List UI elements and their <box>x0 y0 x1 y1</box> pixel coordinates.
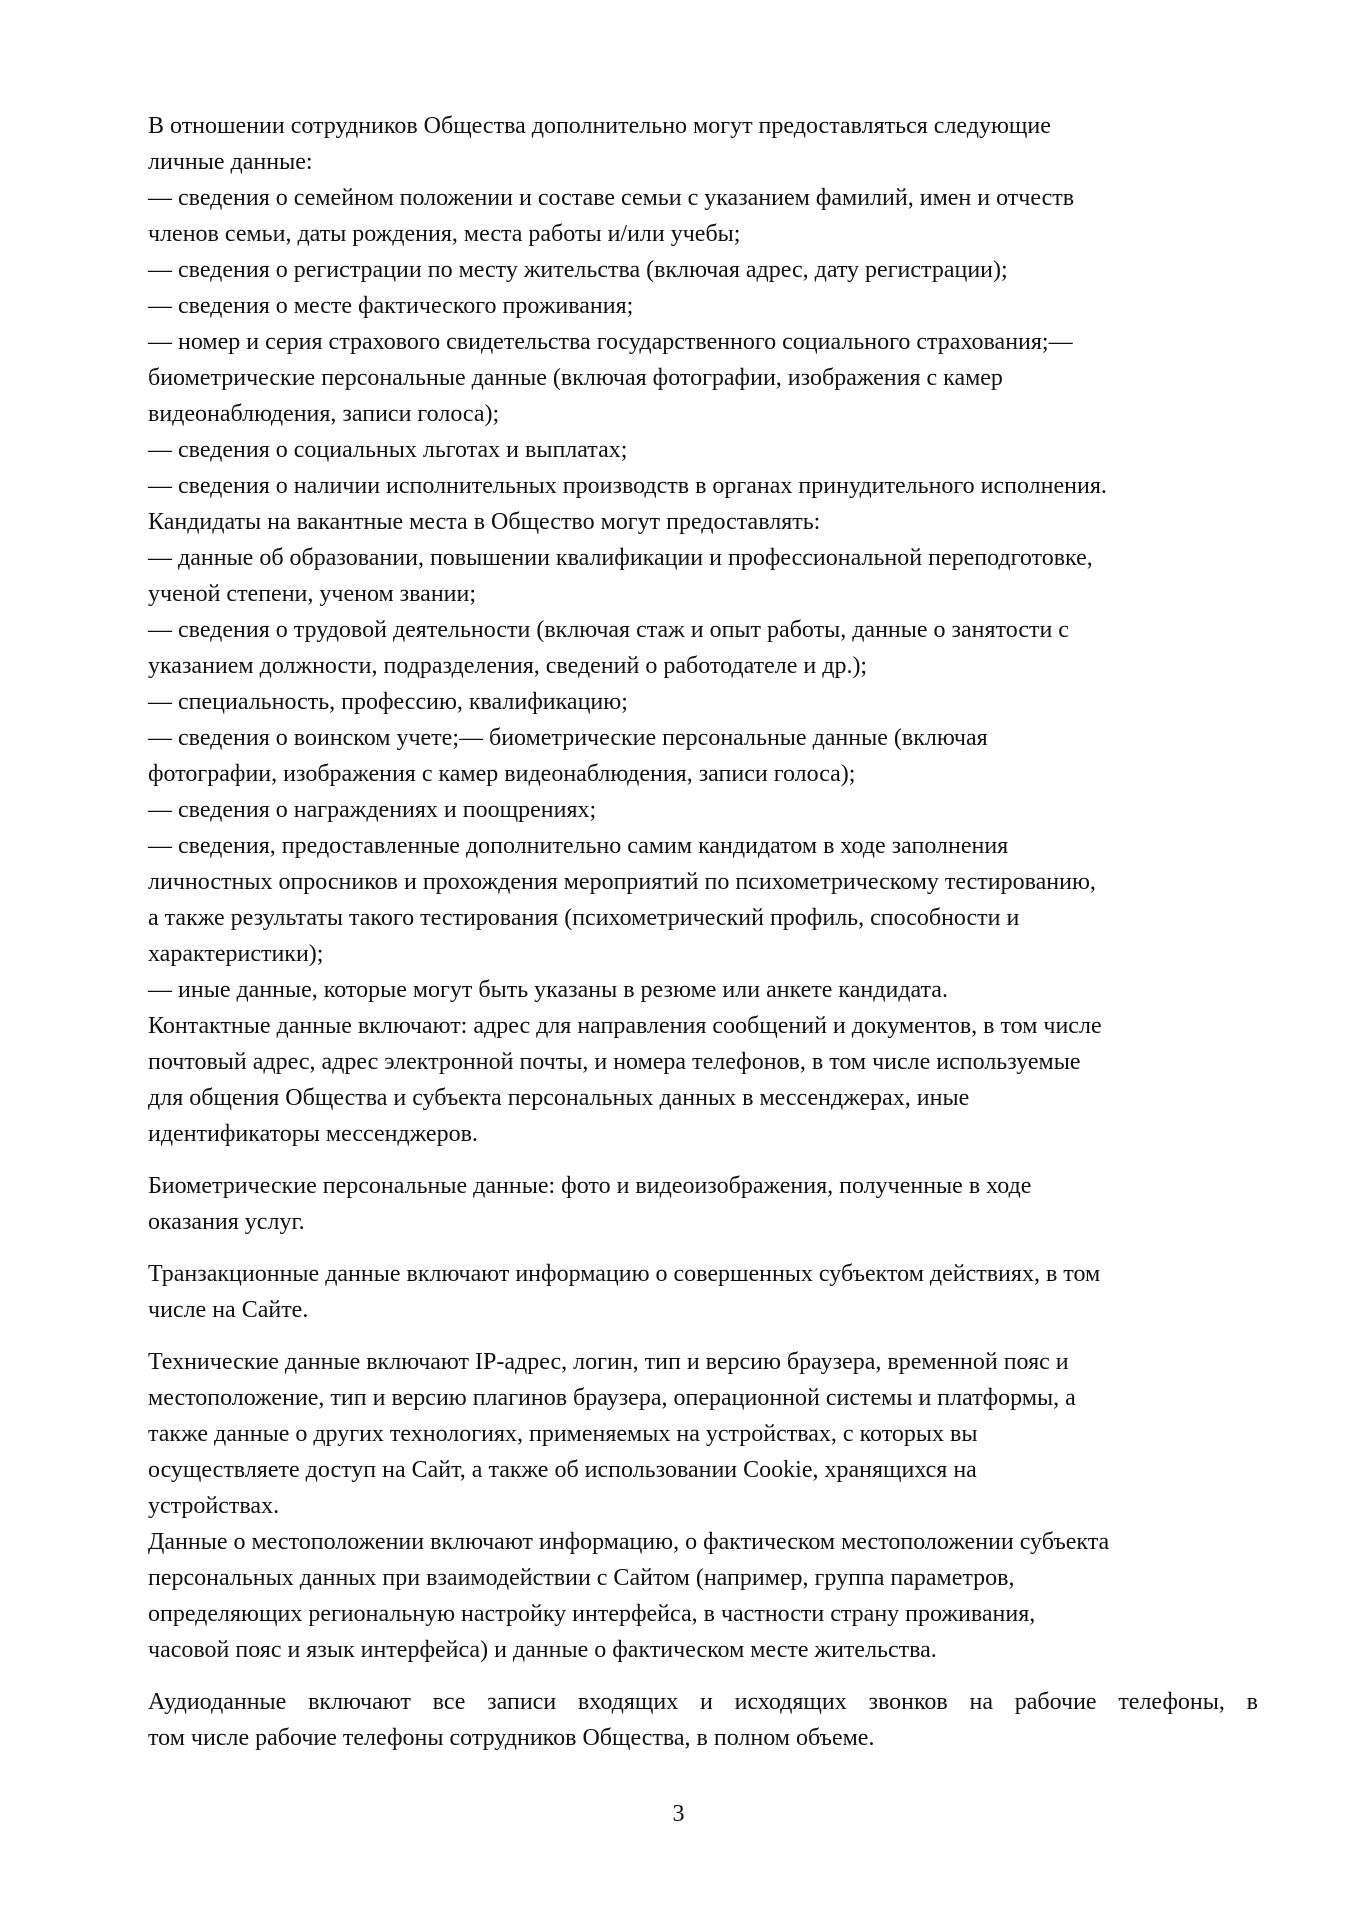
text-line: Биометрические персональные данные: фото и видеоизображения, полученные в ходе <box>148 1173 1032 1199</box>
text-line: а также результаты такого тестирования (психометрический профиль, способности и <box>148 905 1020 931</box>
text-line: Данные о местоположении включают информацию, о фактическом местоположении субъекта <box>148 1529 1110 1555</box>
text-line: Контактные данные включают: адрес для направления сообщений и документов, в том числе <box>148 1013 1102 1039</box>
text-line: оказания услуг. <box>148 1209 305 1235</box>
text-line: — сведения о наличии исполнительных производств в органах принудительного исполнения. <box>148 473 1107 499</box>
text-line: — сведения о воинском учете;— биометрические персональные данные (включая <box>148 725 988 751</box>
text-line: — сведения о трудовой деятельности (включая стаж и опыт работы, данные о занятости с <box>148 617 1069 643</box>
text-line: Аудиоданные включают все записи входящих и исходящих звонков на рабочие телефоны, в <box>148 1689 1258 1715</box>
text-line: — данные об образовании, повышении квалификации и профессиональной переподготовке, <box>148 545 1093 571</box>
text-line: числе на Сайте. <box>148 1297 309 1323</box>
text-line: Технические данные включают IP-адрес, логин, тип и версию браузера, временной пояс и <box>148 1349 1069 1375</box>
text-line: — сведения о месте фактического проживания; <box>148 293 634 319</box>
text-line: идентификаторы мессенджеров. <box>148 1121 478 1147</box>
text-line: для общения Общества и субъекта персональных данных в мессенджерах, иные <box>148 1085 970 1111</box>
text-line: характеристики); <box>148 941 324 967</box>
text-line: — сведения о социальных льготах и выплатах; <box>148 437 628 463</box>
page-number: 3 <box>672 1801 685 1827</box>
text-line: местоположение, тип и версию плагинов браузера, операционной системы и платформы, а <box>148 1385 1076 1411</box>
text-line: — сведения о регистрации по месту жительства (включая адрес, дату регистрации); <box>148 257 1008 283</box>
text-line: том числе рабочие телефоны сотрудников Общества, в полном объеме. <box>148 1725 875 1751</box>
text-line: личные данные: <box>148 149 313 175</box>
text-line: — сведения о награждениях и поощрениях; <box>148 797 597 823</box>
text-line: — сведения, предоставленные дополнительно самим кандидатом в ходе заполнения <box>148 833 1009 859</box>
text-line: устройствах. <box>148 1493 280 1519</box>
text-line: личностных опросников и прохождения мероприятий по психометрическому тестированию, <box>148 869 1096 895</box>
text-line: — иные данные, которые могут быть указаны в резюме или анкете кандидата. <box>148 977 948 1003</box>
text-line: — номер и серия страхового свидетельства государственного социального страхования;— <box>148 329 1073 355</box>
document-body <box>148 108 1258 1756</box>
text-line: — сведения о семейном положении и составе семьи с указанием фамилий, имен и отчеств <box>148 185 1075 211</box>
text-line: также данные о других технологиях, применяемых на устройствах, с которых вы <box>148 1421 978 1447</box>
text-line: персональных данных при взаимодействии с Сайтом (например, группа параметров, <box>148 1565 1015 1591</box>
text-line: Кандидаты на вакантные места в Общество могут предоставлять: <box>148 509 821 535</box>
text-line: биометрические персональные данные (включая фотографии, изображения с камер <box>148 365 1003 391</box>
text-line: фотографии, изображения с камер видеонаблюдения, записи голоса); <box>148 761 856 787</box>
text-line: ученой степени, ученом звании; <box>148 581 477 607</box>
paragraph-biometric-data <box>148 1168 1258 1240</box>
text-line: часовой пояс и язык интерфейса) и данные о фактическом месте жительства. <box>148 1637 937 1663</box>
text-line: В отношении сотрудников Общества дополнительно могут предоставляться следующие <box>148 113 1051 139</box>
text-line: — специальность, профессию, квалификацию; <box>148 689 628 715</box>
text-line: указанием должности, подразделения, сведений о работодателе и др.); <box>148 653 868 679</box>
text-line: Транзакционные данные включают информацию о совершенных субъектом действиях, в том <box>148 1261 1101 1287</box>
paragraph-transaction-data <box>148 1256 1258 1328</box>
paragraph-audio-data <box>148 1684 1258 1756</box>
text-line: видеонаблюдения, записи голоса); <box>148 401 500 427</box>
text-line: осуществляете доступ на Сайт, а также об использовании Cookie, хранящихся на <box>148 1457 977 1483</box>
text-line: почтовый адрес, адрес электронной почты, и номера телефонов, в том числе используемые <box>148 1049 1081 1075</box>
paragraph-personal-data-categories <box>148 108 1258 1152</box>
paragraph-technical-data <box>148 1344 1258 1668</box>
text-line: определяющих региональную настройку интерфейса, в частности страну проживания, <box>148 1601 1036 1627</box>
text-line: членов семьи, даты рождения, места работы и/или учебы; <box>148 221 741 247</box>
